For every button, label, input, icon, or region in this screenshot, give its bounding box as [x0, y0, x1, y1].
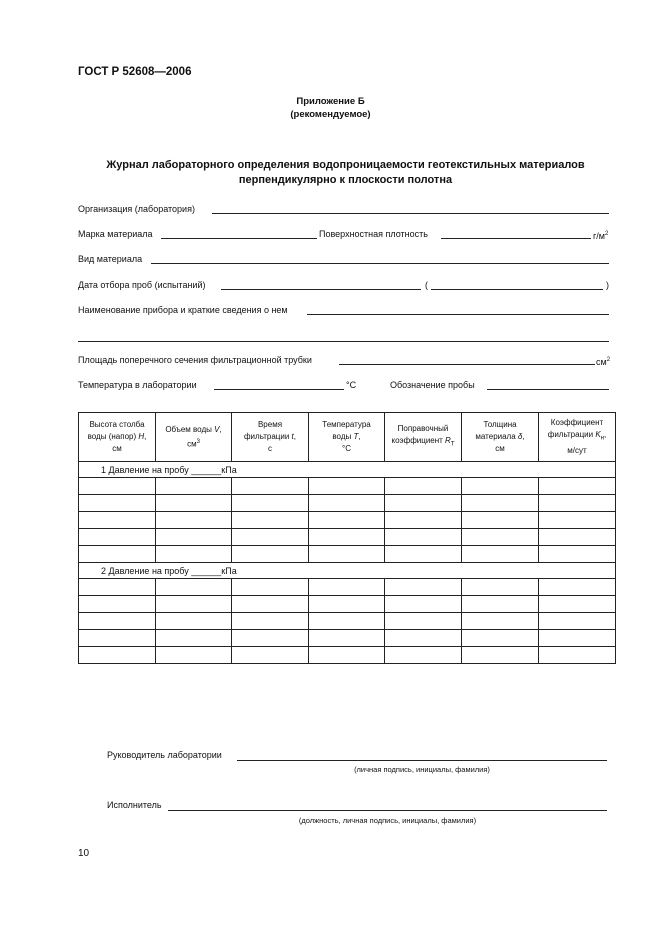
table-cell[interactable] — [156, 495, 232, 512]
table-section-row — [79, 563, 616, 579]
sample-designation-label: Обозначение пробы — [390, 380, 475, 390]
table-row — [79, 495, 616, 512]
material-brand-input-line[interactable] — [161, 238, 317, 239]
table-cell[interactable] — [462, 630, 539, 647]
organization-label: Организация (лаборатория) — [78, 204, 195, 214]
table-cell[interactable] — [79, 512, 156, 529]
sampling-date-label: Дата отбора проб (испытаний) — [78, 280, 206, 290]
table-cell[interactable] — [232, 495, 309, 512]
table-cell[interactable] — [232, 546, 309, 563]
table-cell[interactable] — [79, 630, 156, 647]
surface-density-unit: $г/м^2$ — [593, 231, 609, 241]
surface-density-input-line[interactable] — [441, 238, 591, 239]
table-cell[interactable] — [385, 529, 462, 546]
table-cell[interactable] — [309, 579, 385, 596]
appendix-label: Приложение Б — [296, 96, 365, 107]
lab-head-signature-line[interactable] — [237, 760, 607, 761]
table-cell[interactable] — [462, 495, 539, 512]
table-cell[interactable] — [385, 495, 462, 512]
table-cell[interactable] — [385, 613, 462, 630]
table-cell[interactable] — [539, 478, 616, 495]
col-header-water-volume: Объем воды V, $см^3$ — [156, 413, 232, 462]
table-cell[interactable] — [156, 512, 232, 529]
table-cell[interactable] — [156, 647, 232, 664]
table-cell[interactable] — [232, 512, 309, 529]
col-header-water-temperature: Температура воды T, °С — [309, 413, 385, 462]
table-cell[interactable] — [156, 613, 232, 630]
cross-section-input-line[interactable] — [339, 364, 595, 365]
table-cell[interactable] — [79, 478, 156, 495]
table-cell[interactable] — [79, 579, 156, 596]
col-header-filtration-coefficient: Коэффициент фильтрации $K_н$, м/сут — [539, 413, 616, 462]
table-row — [79, 647, 616, 664]
surface-density-label: Поверхностная плотность — [319, 229, 428, 239]
table-row — [79, 579, 616, 596]
table-cell[interactable] — [462, 478, 539, 495]
table-cell[interactable] — [539, 579, 616, 596]
device-input-line-2[interactable] — [78, 341, 609, 342]
table-cell[interactable] — [156, 478, 232, 495]
table-cell[interactable] — [385, 630, 462, 647]
col-header-material-thickness: Толщина материала δ, см — [462, 413, 539, 462]
table-cell[interactable] — [232, 613, 309, 630]
col-header-filtration-time: Время фильтрации t, с — [232, 413, 309, 462]
table-cell[interactable] — [385, 512, 462, 529]
table-cell[interactable] — [156, 630, 232, 647]
table-cell[interactable] — [539, 647, 616, 664]
table-row — [79, 613, 616, 630]
table-cell[interactable] — [79, 613, 156, 630]
table-cell[interactable] — [462, 512, 539, 529]
table-cell[interactable] — [156, 596, 232, 613]
table-cell[interactable] — [309, 630, 385, 647]
table-cell[interactable] — [309, 546, 385, 563]
material-type-input-line[interactable] — [151, 263, 609, 264]
material-brand-label: Марка материала — [78, 229, 153, 239]
table-cell[interactable] — [462, 596, 539, 613]
table-cell[interactable] — [462, 579, 539, 596]
lab-temperature-input-line[interactable] — [214, 389, 344, 390]
lab-temperature-unit: °С — [346, 380, 357, 390]
table-cell[interactable] — [79, 596, 156, 613]
table-cell[interactable] — [232, 596, 309, 613]
table-cell[interactable] — [309, 495, 385, 512]
sampling-date-input-line[interactable] — [221, 289, 421, 290]
lab-temperature-label: Температура в лаборатории — [78, 380, 197, 390]
executor-caption: (должность, личная подпись, инициалы, фамилия) — [298, 816, 477, 825]
table-header-row — [79, 413, 616, 462]
journal-title-line2: перпендикулярно к плоскости полотна — [238, 174, 453, 186]
paren-close: ) — [606, 280, 609, 290]
table-cell[interactable] — [539, 546, 616, 563]
table-cell[interactable] — [539, 512, 616, 529]
table-row — [79, 512, 616, 529]
cross-section-unit: $см^2$ — [596, 357, 611, 367]
table-section-row — [79, 462, 616, 478]
page-number: 10 — [78, 848, 90, 859]
table-cell[interactable] — [462, 647, 539, 664]
standard-header: ГОСТ Р 52608—2006 — [78, 66, 192, 78]
table-cell[interactable] — [79, 647, 156, 664]
table-cell[interactable] — [385, 478, 462, 495]
table-cell[interactable] — [79, 495, 156, 512]
material-type-label: Вид материала — [78, 254, 143, 264]
table-cell[interactable] — [309, 596, 385, 613]
results-table — [78, 412, 616, 664]
sampling-period-input-line[interactable] — [431, 289, 603, 290]
table-cell[interactable] — [232, 630, 309, 647]
table-row — [79, 478, 616, 495]
table-cell[interactable] — [385, 647, 462, 664]
table-cell[interactable] — [309, 613, 385, 630]
table-cell[interactable] — [156, 529, 232, 546]
table-cell[interactable] — [156, 546, 232, 563]
table-cell[interactable] — [385, 596, 462, 613]
journal-title-line1: Журнал лабораторного определения водопроницаемости геотекстильных материалов — [106, 159, 585, 171]
table-row — [79, 596, 616, 613]
table-cell[interactable] — [79, 546, 156, 563]
section-2-label: 2 Давление на пробу ______кПа — [79, 563, 616, 579]
executor-signature-line[interactable] — [168, 810, 607, 811]
paren-open: ( — [425, 280, 428, 290]
table-cell[interactable] — [309, 478, 385, 495]
table-cell[interactable] — [309, 512, 385, 529]
table-cell[interactable] — [462, 546, 539, 563]
table-row — [79, 529, 616, 546]
table-cell[interactable] — [232, 647, 309, 664]
table-cell[interactable] — [232, 478, 309, 495]
table-cell[interactable] — [462, 613, 539, 630]
table-cell[interactable] — [385, 546, 462, 563]
table-cell[interactable] — [309, 647, 385, 664]
table-cell[interactable] — [539, 529, 616, 546]
table-row — [79, 546, 616, 563]
device-input-line[interactable] — [307, 314, 609, 315]
table-cell[interactable] — [539, 630, 616, 647]
table-cell[interactable] — [462, 529, 539, 546]
table-cell[interactable] — [156, 579, 232, 596]
section-1-label: 1 Давление на пробу ______кПа — [79, 462, 616, 478]
table-cell[interactable] — [539, 596, 616, 613]
col-header-correction-coefficient: Поправочный коэффициент $R_T$ — [385, 413, 462, 462]
lab-head-caption: (личная подпись, инициалы, фамилия) — [354, 765, 490, 774]
cross-section-label: Площадь поперечного сечения фильтрационной трубки — [78, 355, 312, 365]
table-row — [79, 630, 616, 647]
col-header-water-head: Высота столба воды (напор) H, см — [79, 413, 156, 462]
organization-input-line[interactable] — [212, 213, 609, 214]
table-cell[interactable] — [539, 495, 616, 512]
lab-head-label: Руководитель лаборатории — [107, 750, 222, 760]
table-cell[interactable] — [232, 529, 309, 546]
sample-designation-input-line[interactable] — [487, 389, 609, 390]
table-cell[interactable] — [385, 579, 462, 596]
table-cell[interactable] — [309, 529, 385, 546]
table-cell[interactable] — [79, 529, 156, 546]
table-cell[interactable] — [539, 613, 616, 630]
table-cell[interactable] — [232, 579, 309, 596]
device-label: Наименование прибора и краткие сведения о нем — [78, 305, 288, 315]
appendix-note: (рекомендуемое) — [290, 109, 371, 120]
executor-label: Исполнитель — [107, 800, 162, 810]
